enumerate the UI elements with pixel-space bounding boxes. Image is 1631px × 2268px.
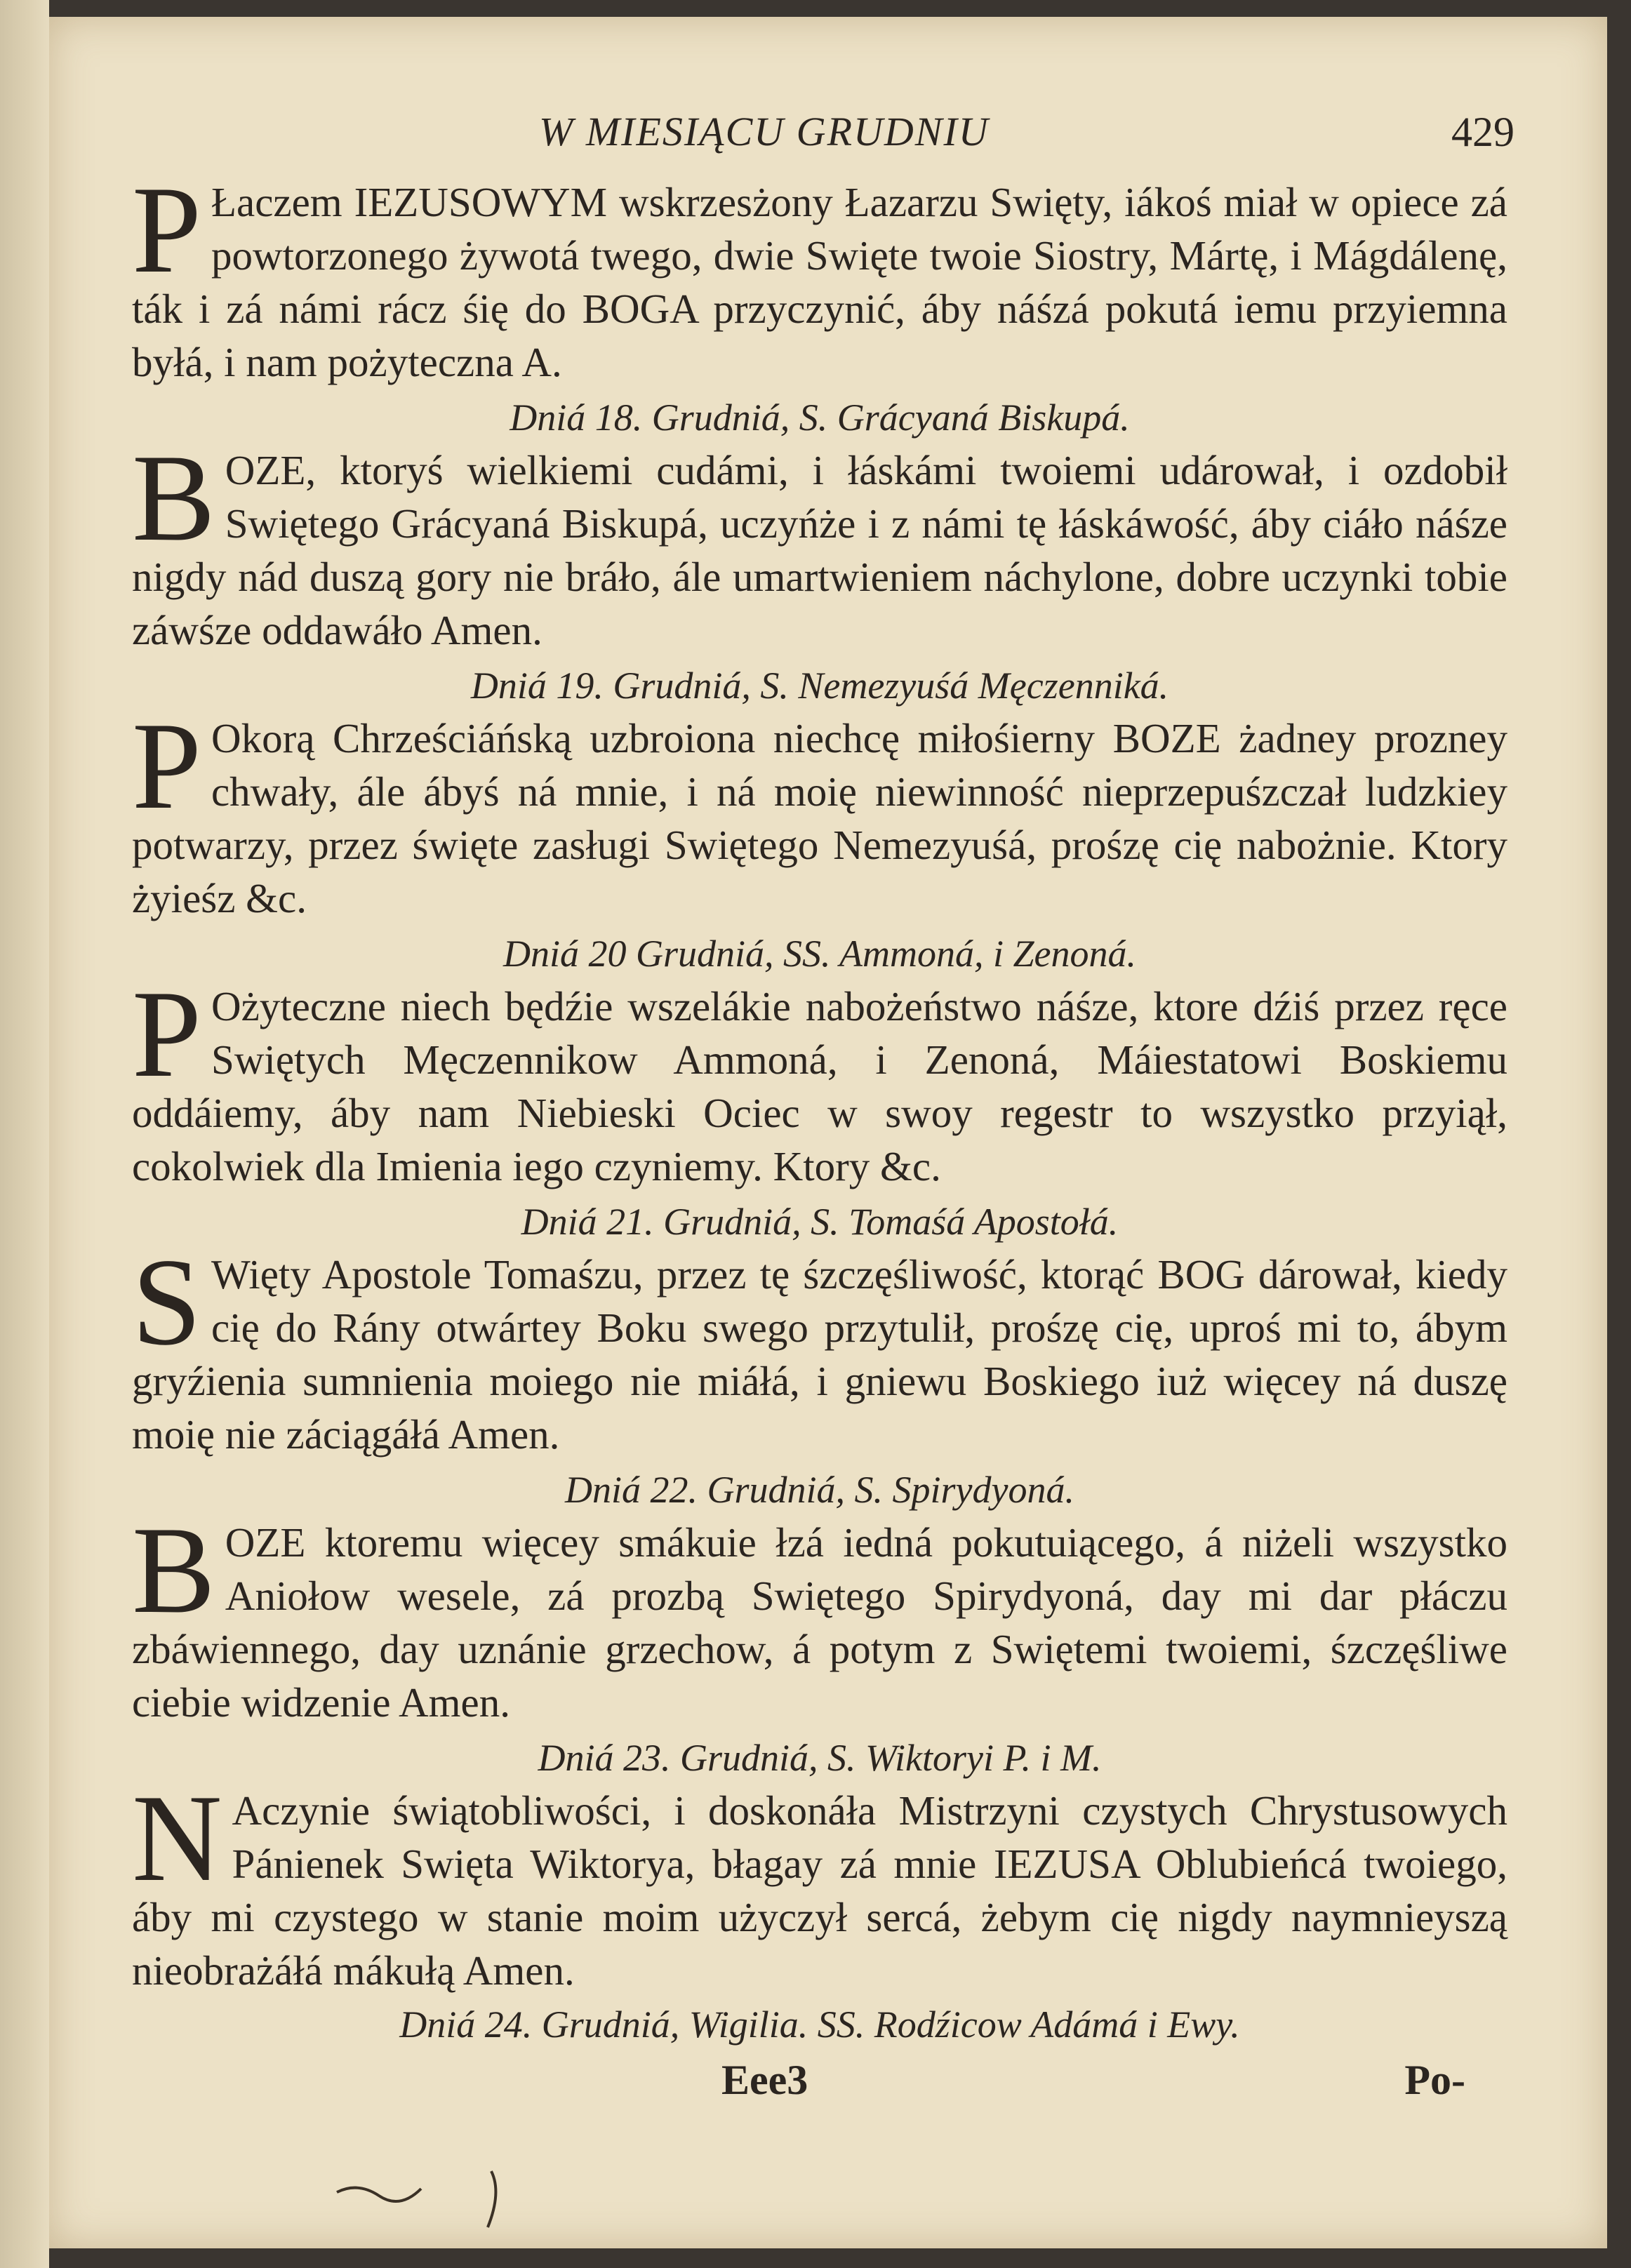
prayer-text: Łaczem IEZUSOWYM wskrzesżony Łazarzu Swięty, iákoś miał w opiece zá powtorzonego żywotá twego, dwie Swięte twoie Siostry, Mártę, i Mágdálenę, ták i zá námi rácz śię do BOGA przyczynić, áby náśzá pokutá iemu przyiemna byłá, i nam pożyteczna A. [132, 179, 1507, 385]
closing-date-heading: Dniá 24. Grudniá, Wigilia. SS. Rodźicow Adámá i Ewy. [399, 2003, 1240, 2046]
running-head [132, 108, 1514, 171]
feast-date-heading: Dniá 20 Grudniá, SS. Ammoná, i Zenoná. [502, 933, 1137, 975]
catchword: Po- [1404, 2057, 1465, 2103]
drop-initial: S [132, 1232, 201, 1371]
signature-mark: Eee3 [721, 2057, 808, 2103]
prayer-text: OZE ktoremu więcey smákuie łzá iedná pokutuiącego, á niżeli wszystko Aniołow wesele, zá prozbą Swiętego Spirydyoná, day mi dar płáczu zbáwiennego, day uznánie grzechow, á potym z Swiętemi twoiemi, śzczęśliwe ciebie widzenie Amen. [132, 1519, 1507, 1726]
book-gutter [0, 0, 49, 2268]
running-title: W MIESIĄCU GRUDNIU [539, 109, 990, 154]
prayer-paragraph [132, 696, 1507, 925]
pen-stroke [337, 2188, 421, 2201]
prayer-entry-23 [132, 1733, 1507, 1997]
drop-initial: P [132, 160, 201, 299]
drop-initial: B [132, 428, 215, 567]
drop-initial: P [132, 964, 201, 1103]
prayer-paragraph [132, 964, 1507, 1193]
handwritten-marks [330, 2164, 540, 2234]
page-text [132, 108, 1514, 2129]
prayer-text: Okorą Chrześciáńską uzbroiona niechcę miłośierny BOZE żadney prozney chwały, ále ábyś ná mnie, i ná moię niewinność nieprzepuśzczał ludzkiey potwarzy, przez święte zasługi Swiętego Nemezyuśá, prośzę cię nabożnie. Ktory żyieśz &c. [132, 715, 1507, 921]
feast-date-heading: Dniá 18. Grudniá, S. Grácyaná Biskupá. [510, 396, 1130, 439]
drop-initial: N [132, 1768, 222, 1907]
drop-initial: B [132, 1500, 215, 1639]
prayer-paragraph [132, 160, 1507, 389]
prayer-text: Ożyteczne niech będźie wszelákie nabożeństwo náśze, ktore dźiś przez ręce Swiętych Męczennikow Ammoná, i Zenoná, Máiestatowi Boskiemu oddáiemy, áby nam Niebieski Ociec w swoy regestr to wszystko przyiął, cokolwiek dla Imienia iego czyniemy. Ktory &c. [132, 983, 1507, 1189]
prayer-text: Aczynie świątobliwości, i doskonáła Mistrzyni czystych Chrystusowych Pánienek Swięta Wiktorya, błagay zá mnie IEZUSA Oblubieńcá twoiego, áby mi czystego w stanie moim użyczył sercá, żebym cię nigdy naymnieyszą nieobrażáłá mákułą Amen. [132, 1787, 1507, 1994]
prayer-entry-22 [132, 1465, 1507, 1729]
prayer-entry-18 [132, 393, 1507, 657]
drop-initial: P [132, 696, 201, 835]
page-number: 429 [1451, 109, 1514, 155]
page-footer [132, 2052, 1507, 2129]
prayer-paragraph [132, 428, 1507, 657]
prayer-paragraph [132, 1232, 1507, 1461]
feast-date-heading: Dniá 19. Grudniá, S. Nemezyuśá Męczenniká. [470, 665, 1169, 707]
feast-date-heading: Dniá 21. Grudniá, S. Tomaśá Apostołá. [521, 1201, 1119, 1243]
prayer-entry-20 [132, 929, 1507, 1193]
feast-date-heading: Dniá 22. Grudniá, S. Spirydyoná. [565, 1469, 1074, 1511]
book-page [49, 17, 1607, 2248]
prayer-entry-21 [132, 1197, 1507, 1461]
prayer-paragraph [132, 1500, 1507, 1729]
prayer-paragraph [132, 1768, 1507, 1997]
feast-date-heading: Dniá 23. Grudniá, S. Wiktoryi P. i M. [538, 1737, 1102, 1779]
prayer-entry-19 [132, 661, 1507, 925]
prayer-text: OZE, ktoryś wielkiemi cudámi, i łáskámi twoiemi udárował, i ozdobił Swiętego Grácyaná Biskupá, uczyńże i z námi tę łáskáwość, áby ciáło náśze nigdy nád duszą gory nie bráło, ále umartwieniem náchylone, dobre uczynki tobie záwśze oddawáło Amen. [132, 447, 1507, 653]
prayer-text: Więty Apostole Tomaśzu, przez tę śzczęśliwość, ktorąć BOG dárował, kiedy cię do Rány otwártey Boku swego przytulił, prośzę cię, uproś mi to, ábym gryźienia sumnienia moiego nie miáłá, i gniewu Boskiego iuż więcey ná duszę moię nie záciągáłá Amen. [132, 1251, 1507, 1457]
pen-stroke [488, 2171, 495, 2227]
prayer-entry-lazarus [132, 160, 1507, 389]
